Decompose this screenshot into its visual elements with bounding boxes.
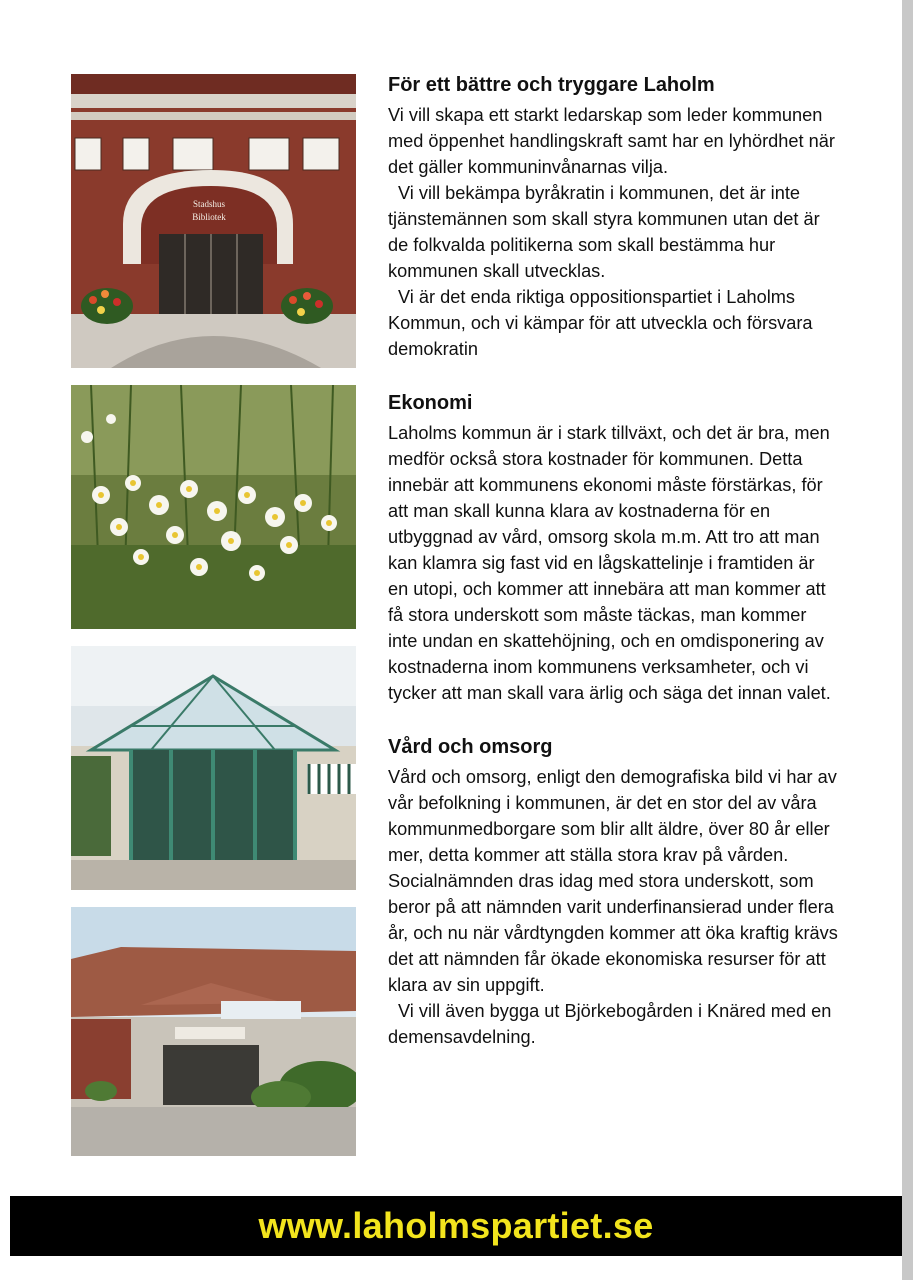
section-paragraph: Vi vill även bygga ut Björkebogården i Knäred med en demensavdelning. [388, 1001, 832, 1047]
footer-bar [10, 1196, 902, 1256]
townhall-photo [71, 74, 356, 368]
section-paragraph: Vård och omsorg, enligt den demografiska bild vi har av vår befolkning i kommunen, är det en stor del av våra kommunmedborgare som blir allt äldre, över 80 år eller mer, detta kommer att ställa stora krav på vården. Socialnämnden dras idag med stora underskott, som beror på att nämnden varit underfinansierad under flera år, och nu när vårdtyngden kommer att öka kraftig krävs det att nämnden får ökade ekonomiska resurser för att klara av sin uppgift. [388, 767, 838, 995]
page-edge-frame [902, 0, 913, 1280]
section-paragraph: Vi är det enda riktiga oppositionspartiet i Laholms Kommun, och vi kämpar för att utveckla och försvara demokratin [388, 287, 813, 359]
section-bettre-laholm [388, 72, 838, 362]
section-vard-omsorg [388, 734, 838, 1050]
care-home-photo [71, 907, 356, 1156]
section-title: Vård och omsorg [388, 736, 553, 758]
section-paragraph: Laholms kommun är i stark tillväxt, och det är bra, men medför också stora kostnader för kommunen. Detta innebär att kommunens ekonomi måste förstärkas, för att man skall kunna klara av kostnaderna för en utbyggnad av vård, omsorg skola m.m. Att tro att man kan klamra sig fast vid en lågskattelinje i framtiden är en utopi, och kommer att innebära att man kommer att få stora underskott som måste täckas, man kommer inte undan en skattehöjning, och en omdisponering av kostnaderna inom kommunens verksamheter, och vi tycker att man skall vara ärlig och säga det innan valet. [388, 423, 831, 703]
article-text-column [388, 72, 838, 1078]
daisies-photo [71, 385, 356, 629]
townhall-sign-line2: Bibliotek [192, 212, 226, 222]
townhall-sign-line1: Stadshus [192, 199, 226, 209]
footer-website-link[interactable]: www.laholmspartiet.se [258, 1205, 654, 1246]
glass-entrance-photo [71, 646, 356, 890]
section-title: Ekonomi [388, 392, 473, 414]
section-paragraph: Vi vill bekämpa byråkratin i kommunen, det är inte tjänstemännen som skall styra kommunen utan det är de folkvalda politikerna som skall bestämma hur kommunen skall utvecklas. [388, 183, 820, 281]
section-paragraph: Vi vill skapa ett starkt ledarskap som leder kommunen med öppenhet handlingskraft samt har en lyhördhet när det gäller kommuninvånarnas vilja. [388, 105, 835, 177]
section-title: För ett bättre och tryggare Laholm [388, 74, 715, 96]
section-ekonomi [388, 390, 838, 706]
